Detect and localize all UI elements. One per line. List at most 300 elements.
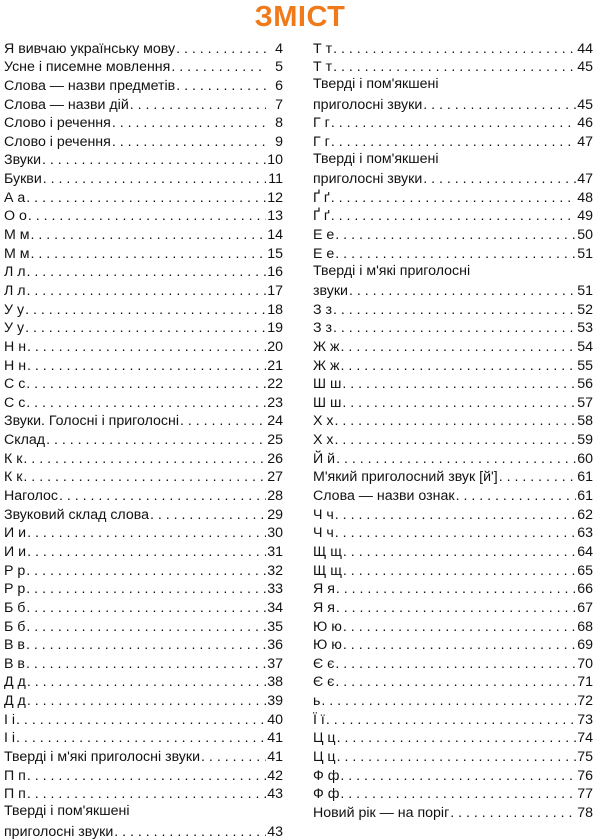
dot-leader [25,320,266,336]
toc-page-number: 58 [577,413,593,430]
toc-entry-label: Р р [4,562,26,579]
toc-page-number: 77 [577,786,593,803]
toc-entry-label: Слово і речення [4,115,111,132]
toc-entry-label: П п [4,767,26,784]
toc-entry[interactable] [4,262,283,281]
toc-page-number: 28 [267,488,283,505]
dot-leader [333,302,576,318]
toc-entry[interactable] [313,429,593,448]
toc-entry-label: Слова — назви ознак [313,488,455,505]
toc-page-number: 69 [577,637,593,654]
toc-page-number: 57 [577,394,593,411]
toc-entry-label: Щ щ [313,543,342,560]
toc-entry[interactable] [313,318,593,337]
toc-page-number: 51 [577,282,593,299]
toc-entry[interactable] [313,280,593,299]
toc-entry[interactable] [313,224,593,243]
dot-leader [201,749,266,765]
toc-page-number: 56 [577,376,593,393]
toc-entry[interactable] [4,206,283,225]
toc-entry-label: Ю ю [313,637,342,654]
toc-entry-label: ь [313,693,321,710]
toc-page-number: 35 [267,618,283,635]
dot-leader [23,451,266,467]
toc-entry[interactable] [313,57,593,76]
toc-entry-label: М'який приголосний звук [й'] [313,469,498,486]
toc-entry-label: Ф ф [313,767,340,784]
toc-page-number: 52 [577,301,593,318]
toc-entry-label: Ф ф [313,786,340,803]
dot-leader [31,227,266,243]
toc-page-number: 5 [275,59,283,76]
toc-entry[interactable] [4,299,283,318]
dot-leader [42,152,266,168]
toc-page-number: 43 [267,786,283,803]
dot-leader [25,302,266,318]
toc-entry-label: Букви [4,171,42,188]
dot-leader [341,339,576,355]
dot-leader [28,208,266,224]
toc-entry-label: Т т [313,40,333,57]
toc-page-number: 71 [577,674,593,691]
toc-page-number: 60 [577,450,593,467]
toc-entry[interactable] [4,429,283,448]
toc-page-number: 63 [577,525,593,542]
toc-entry[interactable] [313,113,593,132]
toc-page-number: 37 [267,655,283,672]
toc-entry[interactable] [4,336,283,355]
dot-leader [331,190,576,206]
toc-page-number: 30 [267,525,283,542]
toc-entry[interactable] [4,168,283,187]
toc-entry-label: Наголос [4,488,58,505]
toc-entry-label: Р р [4,581,26,598]
toc-entry[interactable] [313,355,593,374]
toc-entry-label: Ц ц [313,730,336,747]
dot-leader [423,171,576,187]
toc-entry-label: Склад [4,432,46,449]
dot-leader [16,730,266,746]
toc-entry[interactable] [4,243,283,262]
dot-leader [337,749,576,765]
toc-page-number: 65 [577,562,593,579]
toc-entry[interactable] [313,672,593,691]
toc-page-number: 26 [267,450,283,467]
toc-entry-label: В в [4,655,25,672]
toc-entry[interactable] [313,765,593,784]
toc-page-number: 78 [577,804,593,821]
dot-leader [26,376,266,392]
toc-entry[interactable] [313,784,593,803]
dot-leader [27,525,266,541]
toc-entry-label: У у [4,301,25,318]
toc-page-number: 14 [267,227,283,244]
dot-leader [337,730,576,746]
toc-entry-label: Ш ш [313,394,342,411]
dot-leader [26,656,266,672]
toc-page-number: 41 [267,748,283,765]
toc-page-number: 50 [577,227,593,244]
dot-leader [335,246,576,262]
toc-page-number: 47 [577,171,593,188]
toc-page-number: 59 [577,432,593,449]
toc-page-number: 15 [267,245,283,262]
toc-entry-label: Ч ч [313,506,334,523]
toc-page-number: 8 [275,115,283,132]
dot-leader [59,488,266,504]
toc-entry-label: П п [4,786,26,803]
toc-page-number: 46 [577,115,593,132]
toc-page-number: 64 [577,543,593,560]
toc-page-number: 17 [267,282,283,299]
toc-entry[interactable] [313,467,593,486]
toc-entry[interactable] [4,504,283,523]
toc-entry[interactable] [4,560,283,579]
toc-entry-label: Тверді і м'які приголосні звуки [4,748,201,765]
toc-entry-label: М м [4,227,30,244]
dot-leader [343,637,576,653]
toc-entry-label: Я я [313,599,335,616]
toc-page-number: 19 [267,320,283,337]
dot-leader [46,432,266,448]
toc-entry[interactable] [313,635,593,654]
dot-leader [176,78,266,94]
toc-page-number: 29 [267,506,283,523]
dot-leader [27,283,266,299]
toc-entry-label: З з [313,320,333,337]
toc-entry-label: К к [4,450,23,467]
toc-entry[interactable] [4,485,283,504]
toc-entry[interactable] [313,616,593,635]
toc-page-number: 61 [577,469,593,486]
toc-entry[interactable] [313,709,593,728]
toc-page-number: 67 [577,599,593,616]
toc-entry[interactable] [4,280,283,299]
toc-page-number: 62 [577,506,593,523]
toc-page-number: 36 [267,637,283,654]
toc-column-right [313,38,593,821]
toc-entry-label: С с [4,376,26,393]
toc-entry[interactable] [313,392,593,411]
toc-entry[interactable] [4,541,283,560]
toc-entry-label: Звуковий склад слова [4,506,150,523]
toc-entry[interactable] [4,411,283,430]
toc-entry[interactable] [313,411,593,430]
toc-entry-label: Ю ю [313,618,342,635]
toc-entry[interactable] [4,746,283,765]
toc-entry[interactable] [313,523,593,542]
toc-entry-label: Й й [313,450,336,467]
dot-leader [335,227,576,243]
toc-entry[interactable] [313,653,593,672]
toc-entry[interactable] [4,392,283,411]
toc-page-number: 43 [267,823,283,840]
toc-entry[interactable] [313,94,593,113]
toc-page-number: 10 [267,152,283,169]
toc-page-number: 31 [267,543,283,560]
toc-page-number: 72 [577,693,593,710]
toc-entry-label: Б б [4,618,26,635]
toc-page-number: 41 [267,730,283,747]
toc-entry-label: Н н [4,338,27,355]
dot-leader [114,824,266,840]
toc-page-number: 6 [275,77,283,94]
dot-leader [336,581,576,597]
toc-page-number: 44 [577,40,593,57]
toc-entry[interactable] [4,187,283,206]
dot-leader [321,693,576,709]
toc-page-number: 70 [577,655,593,672]
toc-entry[interactable] [4,38,283,57]
toc-entry[interactable] [4,448,283,467]
toc-entry-label: приголосні звуки [4,823,114,840]
dot-leader [23,469,266,485]
toc-page-number: 45 [577,96,593,113]
dot-leader [456,488,576,504]
toc-entry[interactable] [313,728,593,747]
toc-page-number: 22 [267,376,283,393]
toc-page-number: 16 [267,264,283,281]
toc-entry[interactable] [313,597,593,616]
toc-entry[interactable] [4,94,283,113]
toc-page-number: 24 [267,413,283,430]
dot-leader [112,115,266,131]
dot-leader [343,619,576,635]
dot-leader [43,171,266,187]
toc-entry[interactable] [4,635,283,654]
toc-entry[interactable] [4,523,283,542]
toc-entry[interactable] [4,113,283,132]
dot-leader [333,59,576,75]
dot-leader [423,97,576,113]
dot-leader [16,712,266,728]
toc-page-number: 38 [267,674,283,691]
toc-entry-label: Х х [313,413,334,430]
toc-entry[interactable] [4,355,283,374]
toc-entry-label: У у [4,320,25,337]
dot-leader [335,656,576,672]
dot-leader [27,768,266,784]
toc-page-number: 53 [577,320,593,337]
toc-entry-heading[interactable]: Тверді і пом'якшені [313,76,439,93]
toc-entry-label: Я вивчаю українську мову [4,40,176,57]
toc-entry[interactable] [313,690,593,709]
toc-entry[interactable] [313,131,593,150]
dot-leader [27,339,266,355]
toc-entry[interactable] [4,653,283,672]
toc-entry-heading[interactable]: Тверді і пом'якшені [313,150,439,167]
toc-page-number: 12 [267,189,283,206]
toc-page-number: 54 [577,338,593,355]
dot-leader [176,41,266,57]
toc-page-number: 18 [267,301,283,318]
dot-leader [331,208,576,224]
dot-leader [26,619,266,635]
dot-leader [343,544,576,560]
toc-entry-label: Д д [4,674,26,691]
dot-leader [180,413,266,429]
toc-entry[interactable] [313,504,593,523]
dot-leader [499,469,576,485]
toc-entry[interactable] [313,206,593,225]
dot-leader [331,115,576,131]
toc-page-number: 32 [267,562,283,579]
toc-page-number: 25 [267,432,283,449]
toc-entry[interactable] [313,560,593,579]
toc-page-number: 61 [577,488,593,505]
dot-leader [27,358,266,374]
toc-entry-label: Слова — назви дій [4,96,129,113]
dot-leader [26,563,266,579]
toc-entry[interactable] [313,374,593,393]
toc-entry[interactable] [4,75,283,94]
dot-leader [341,358,576,374]
toc-entry-label: Звуки. Голосні і приголосні [4,413,180,430]
toc-entry[interactable] [4,709,283,728]
toc-entry-label: К к [4,469,23,486]
toc-entry[interactable] [4,57,283,76]
toc-entry[interactable] [313,187,593,206]
toc-entry-label: Л л [4,264,26,281]
toc-entry-label: Л л [4,282,26,299]
dot-leader [150,507,266,523]
toc-page-number: 39 [267,693,283,710]
toc-entry-label: приголосні звуки [313,96,423,113]
toc-page-number: 51 [577,245,593,262]
toc-page-number: 13 [267,208,283,225]
toc-page-number: 9 [275,133,283,150]
dot-leader [343,563,576,579]
dot-leader [27,786,266,802]
toc-entry[interactable] [313,243,593,262]
toc-entry-heading[interactable]: Тверді і м'які приголосні [313,262,471,279]
toc-entry-label: Звуки [4,152,42,169]
toc-entry[interactable] [313,168,593,187]
toc-entry[interactable] [4,597,283,616]
toc-page-number: 75 [577,748,593,765]
toc-entry-label: І і [4,730,16,747]
toc-entry-label: Ш ш [313,376,342,393]
toc-entry-label: Слова — назви предметів [4,77,176,94]
toc-entry[interactable] [4,318,283,337]
dot-leader [340,786,576,802]
toc-column-left [4,38,283,840]
dot-leader [26,395,266,411]
toc-page-number: 11 [268,171,283,188]
toc-entry[interactable] [4,616,283,635]
toc-entry[interactable] [4,579,283,598]
toc-entry[interactable] [4,672,283,691]
toc-entry-label: Ґ ґ [313,189,330,206]
toc-page-number: 45 [577,59,593,76]
toc-page-number: 47 [577,133,593,150]
toc-entry-label: Є є [313,655,335,672]
dot-leader [335,525,576,541]
toc-entry-label: Е е [313,227,335,244]
toc-entry-label: Д д [4,693,26,710]
dot-leader [335,674,576,690]
toc-page-number: 33 [267,581,283,598]
dot-leader [340,768,576,784]
toc-entry-label: Ґ ґ [313,208,330,225]
toc-entry[interactable] [4,150,283,169]
toc-entry-label: Т т [313,59,333,76]
toc-page-number: 20 [267,338,283,355]
page-title: ЗМІСТ [254,1,346,33]
dot-leader [335,507,576,523]
dot-leader [335,432,577,448]
toc-entry[interactable] [313,485,593,504]
dot-leader [26,190,266,206]
toc-page-number: 48 [577,189,593,206]
toc-entry-label: звуки [313,282,348,299]
toc-entry[interactable] [4,765,283,784]
dot-leader [112,134,266,150]
toc-entry[interactable] [313,299,593,318]
toc-entry-label: Я я [313,581,335,598]
dot-leader [335,413,577,429]
toc-page-number: 76 [577,767,593,784]
toc-page-number: 55 [577,357,593,374]
toc-entry[interactable] [313,38,593,57]
toc-entry[interactable] [313,336,593,355]
dot-leader [326,712,576,728]
dot-leader [27,674,266,690]
toc-entry-label: Г г [313,133,330,150]
toc-entry[interactable] [4,374,283,393]
toc-entry-label: Щ щ [313,562,342,579]
toc-entry-label: И и [4,543,27,560]
toc-entry[interactable] [4,690,283,709]
dot-leader [349,283,576,299]
toc-entry-heading[interactable]: Тверді і пом'якшені [4,803,130,820]
toc-page-number: 74 [577,730,593,747]
toc-entry-label: Ж ж [313,338,340,355]
toc-entry[interactable] [313,746,593,765]
dot-leader [342,395,576,411]
toc-entry[interactable] [4,224,283,243]
toc-page-number: 42 [267,767,283,784]
toc-entry-label: В в [4,637,25,654]
toc-entry-label: Е е [313,245,335,262]
toc-page-number: 27 [267,469,283,486]
toc-entry[interactable] [4,467,283,486]
toc-entry[interactable] [4,784,283,803]
toc-page-number: 40 [267,711,283,728]
toc-entry-label: М м [4,245,30,262]
dot-leader [26,637,266,653]
toc-page-number: 34 [267,599,283,616]
toc-entry[interactable] [313,579,593,598]
toc-page-number: 7 [275,96,283,113]
toc-page-number: 21 [267,357,283,374]
toc-entry-label: И и [4,525,27,542]
toc-entry-label: О о [4,208,27,225]
toc-entry-label: Слово і речення [4,133,111,150]
toc-entry[interactable] [4,131,283,150]
toc-entry-label: І і [4,711,16,728]
toc-entry-label: Ж ж [313,357,340,374]
dot-leader [26,600,266,616]
toc-entry-label: Усне і писемне мовлення [4,59,171,76]
toc-entry[interactable] [313,448,593,467]
toc-entry-label: Н н [4,357,27,374]
toc-entry[interactable] [313,541,593,560]
toc-page-number: 4 [275,40,283,57]
toc-entry[interactable] [4,728,283,747]
toc-entry[interactable] [313,802,593,821]
toc-entry[interactable] [4,821,283,840]
